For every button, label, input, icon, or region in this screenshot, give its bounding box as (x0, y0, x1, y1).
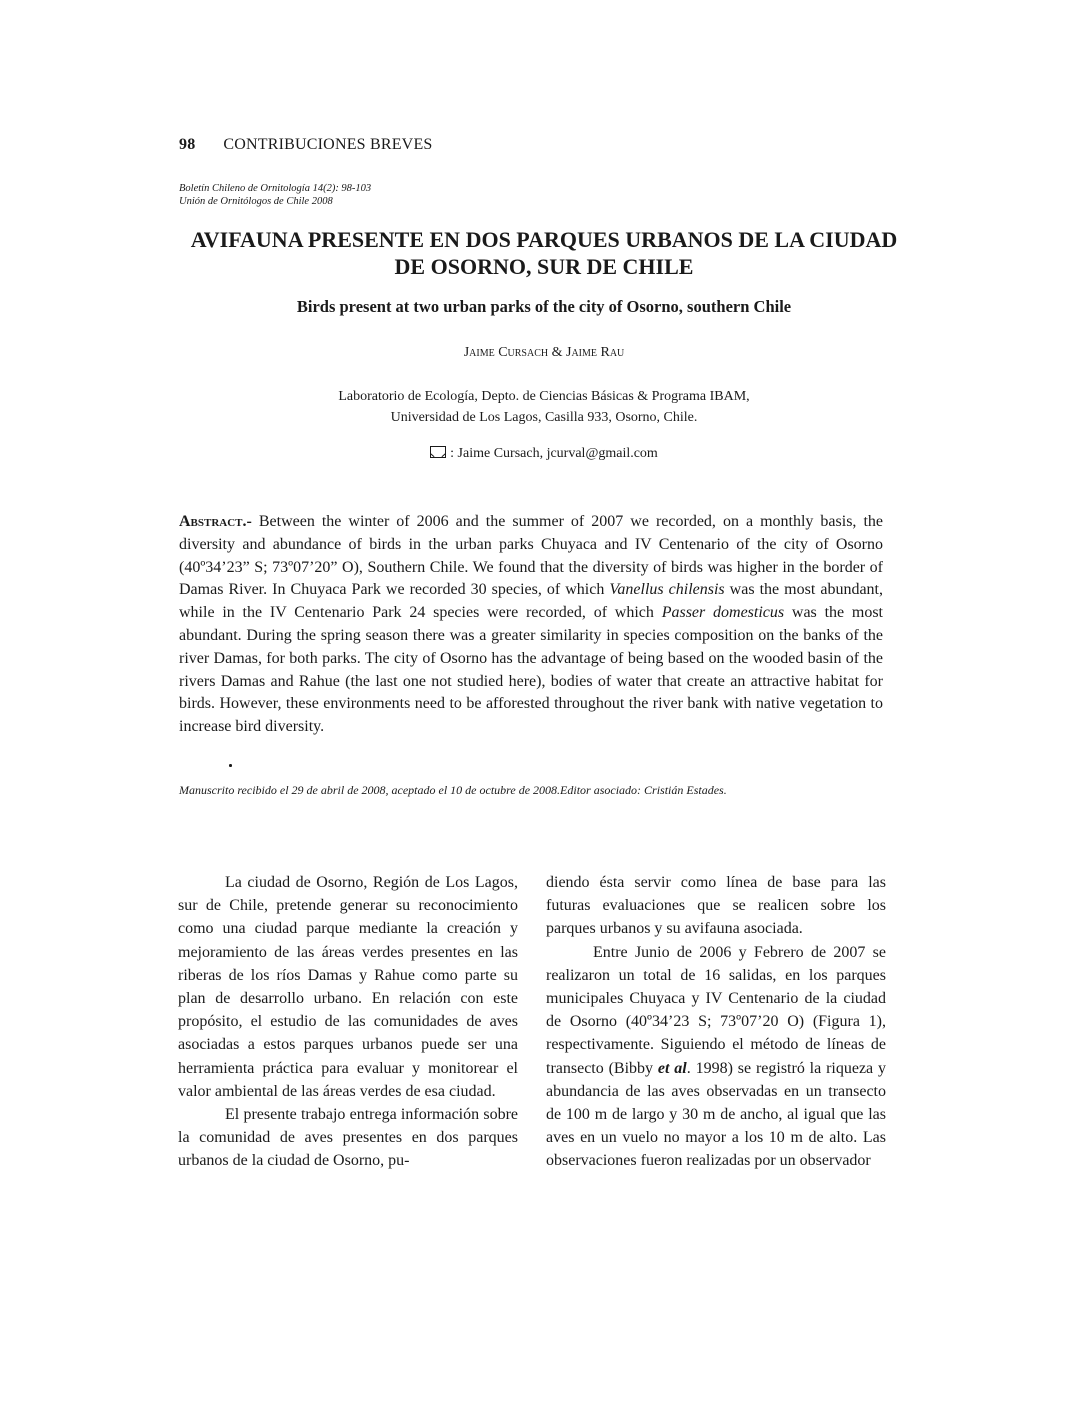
species-name: Vanellus chilensis (609, 581, 725, 599)
title-line-2: DE OSORNO, SUR DE CHILE (394, 254, 694, 279)
citation-et-al: et al (657, 1059, 687, 1077)
envelope-icon (430, 446, 446, 458)
body-text: . 1998) se registró la riqueza y abundancia de las aves observadas en un transecto de 100 m de largo y 30 m de ancho, al igual que las aves en un vuelo no mayor a los 10 m de alto. Las observaciones fueron realizadas por un observador (546, 1059, 887, 1170)
title-line-1: AVIFAUNA PRESENTE EN DOS PARQUES URBANOS DE LA CIUDAD (190, 227, 898, 252)
page-number: 98 (179, 136, 196, 153)
article-title-spanish (150, 226, 938, 280)
dot-mark (229, 764, 232, 767)
article-title-english: Birds present at two urban parks of the city of Osorno, southern Chile (296, 297, 792, 316)
section-title: CONTRIBUCIONES BREVES (223, 136, 433, 153)
manuscript-received-note: Manuscrito recibido el 29 de abril de 2008, aceptado el 10 de octubre de 2008.Editor asociado: Cristián Estades. (179, 783, 727, 797)
abstract-text-3: was the most abundant. During the spring season there was a greater similarity in species composition on the banks of the river Damas, for both parks. The city of Osorno has the advantage of being based on the wooded basin of the rivers Damas and Rahue (the last one not studied here), bodies of water that create an attractive habitat for birds. However, these environments need to be afforested throughout the river bank with native vegetation to increase bird diversity. (179, 604, 884, 736)
body-paragraph: diendo ésta servir como línea de base para las futuras evaluaciones que se realicen sobre los parques urbanos y su avifauna asociada. (546, 874, 886, 938)
affiliation-line-1: Laboratorio de Ecología, Depto. de Ciencias Básicas & Programa IBAM, (338, 389, 750, 404)
running-head (179, 136, 433, 154)
affiliation (150, 386, 938, 428)
body-paragraph (546, 941, 886, 1173)
journal-line-1: Boletín Chileno de Ornitología 14(2): 98-103 (179, 183, 372, 194)
journal-line-2: Unión de Ornitólogos de Chile 2008 (179, 196, 333, 207)
body-column-right (546, 871, 886, 1173)
body-paragraph: La ciudad de Osorno, Región de Los Lagos, sur de Chile, pretende generar su reconocimiento como una ciudad parque mediante la creación y mejoramiento de las áreas verdes presentes en las riberas de los ríos Damas y Rahue como parte su plan de desarrollo urbano. En relación con este propósito, el estudio de las comunidades de aves asociadas a estos parques urbanos puede ser una herramienta práctica para evaluar y monitorear el valor ambiental de las áreas verdes de esa ciudad. (178, 874, 518, 1100)
contact-info (150, 446, 938, 462)
body-column-left (178, 871, 518, 1173)
journal-citation (179, 182, 371, 208)
affiliation-line-2: Universidad de Los Lagos, Casilla 933, Osorno, Chile. (390, 410, 698, 425)
body-paragraph: El presente trabajo entrega información sobre la comunidad de aves presentes en dos parques urbanos de la ciudad de Osorno, pu- (178, 1106, 518, 1170)
species-name: Passer domesticus (661, 604, 785, 622)
authors: Jaime Cursach & Jaime Rau (463, 345, 625, 360)
abstract-label: Abstract.- (179, 513, 252, 530)
contact-text: : Jaime Cursach, jcurval@gmail.com (450, 446, 658, 461)
body-text: Entre Junio de 2006 y Febrero de 2007 se realizaron un total de 16 salidas, en los parques municipales Chuyaca y IV Centenario de la ciudad de Osorno (40º34’23 S; 73º07’20 O) (Figura 1), respectivamente. Siguiendo el método de líneas de transecto (Bibby (546, 943, 886, 1077)
abstract-text-2: was the most abundant, while in the IV Centenario Park 24 species were recorded, of which (179, 581, 883, 622)
abstract (179, 511, 883, 739)
abstract-text-1: Between the winter of 2006 and the summer of 2007 we recorded, on a monthly basis, the diversity and abundance of birds in the urban parks Chuyaca and IV Centenario of the city of Osorno (40º34’23” S; 73º07’20” O), Southern Chile. We found that the diversity of birds was higher in the border of Damas River. In Chuyaca Park we recorded 30 species, of which (179, 513, 883, 599)
